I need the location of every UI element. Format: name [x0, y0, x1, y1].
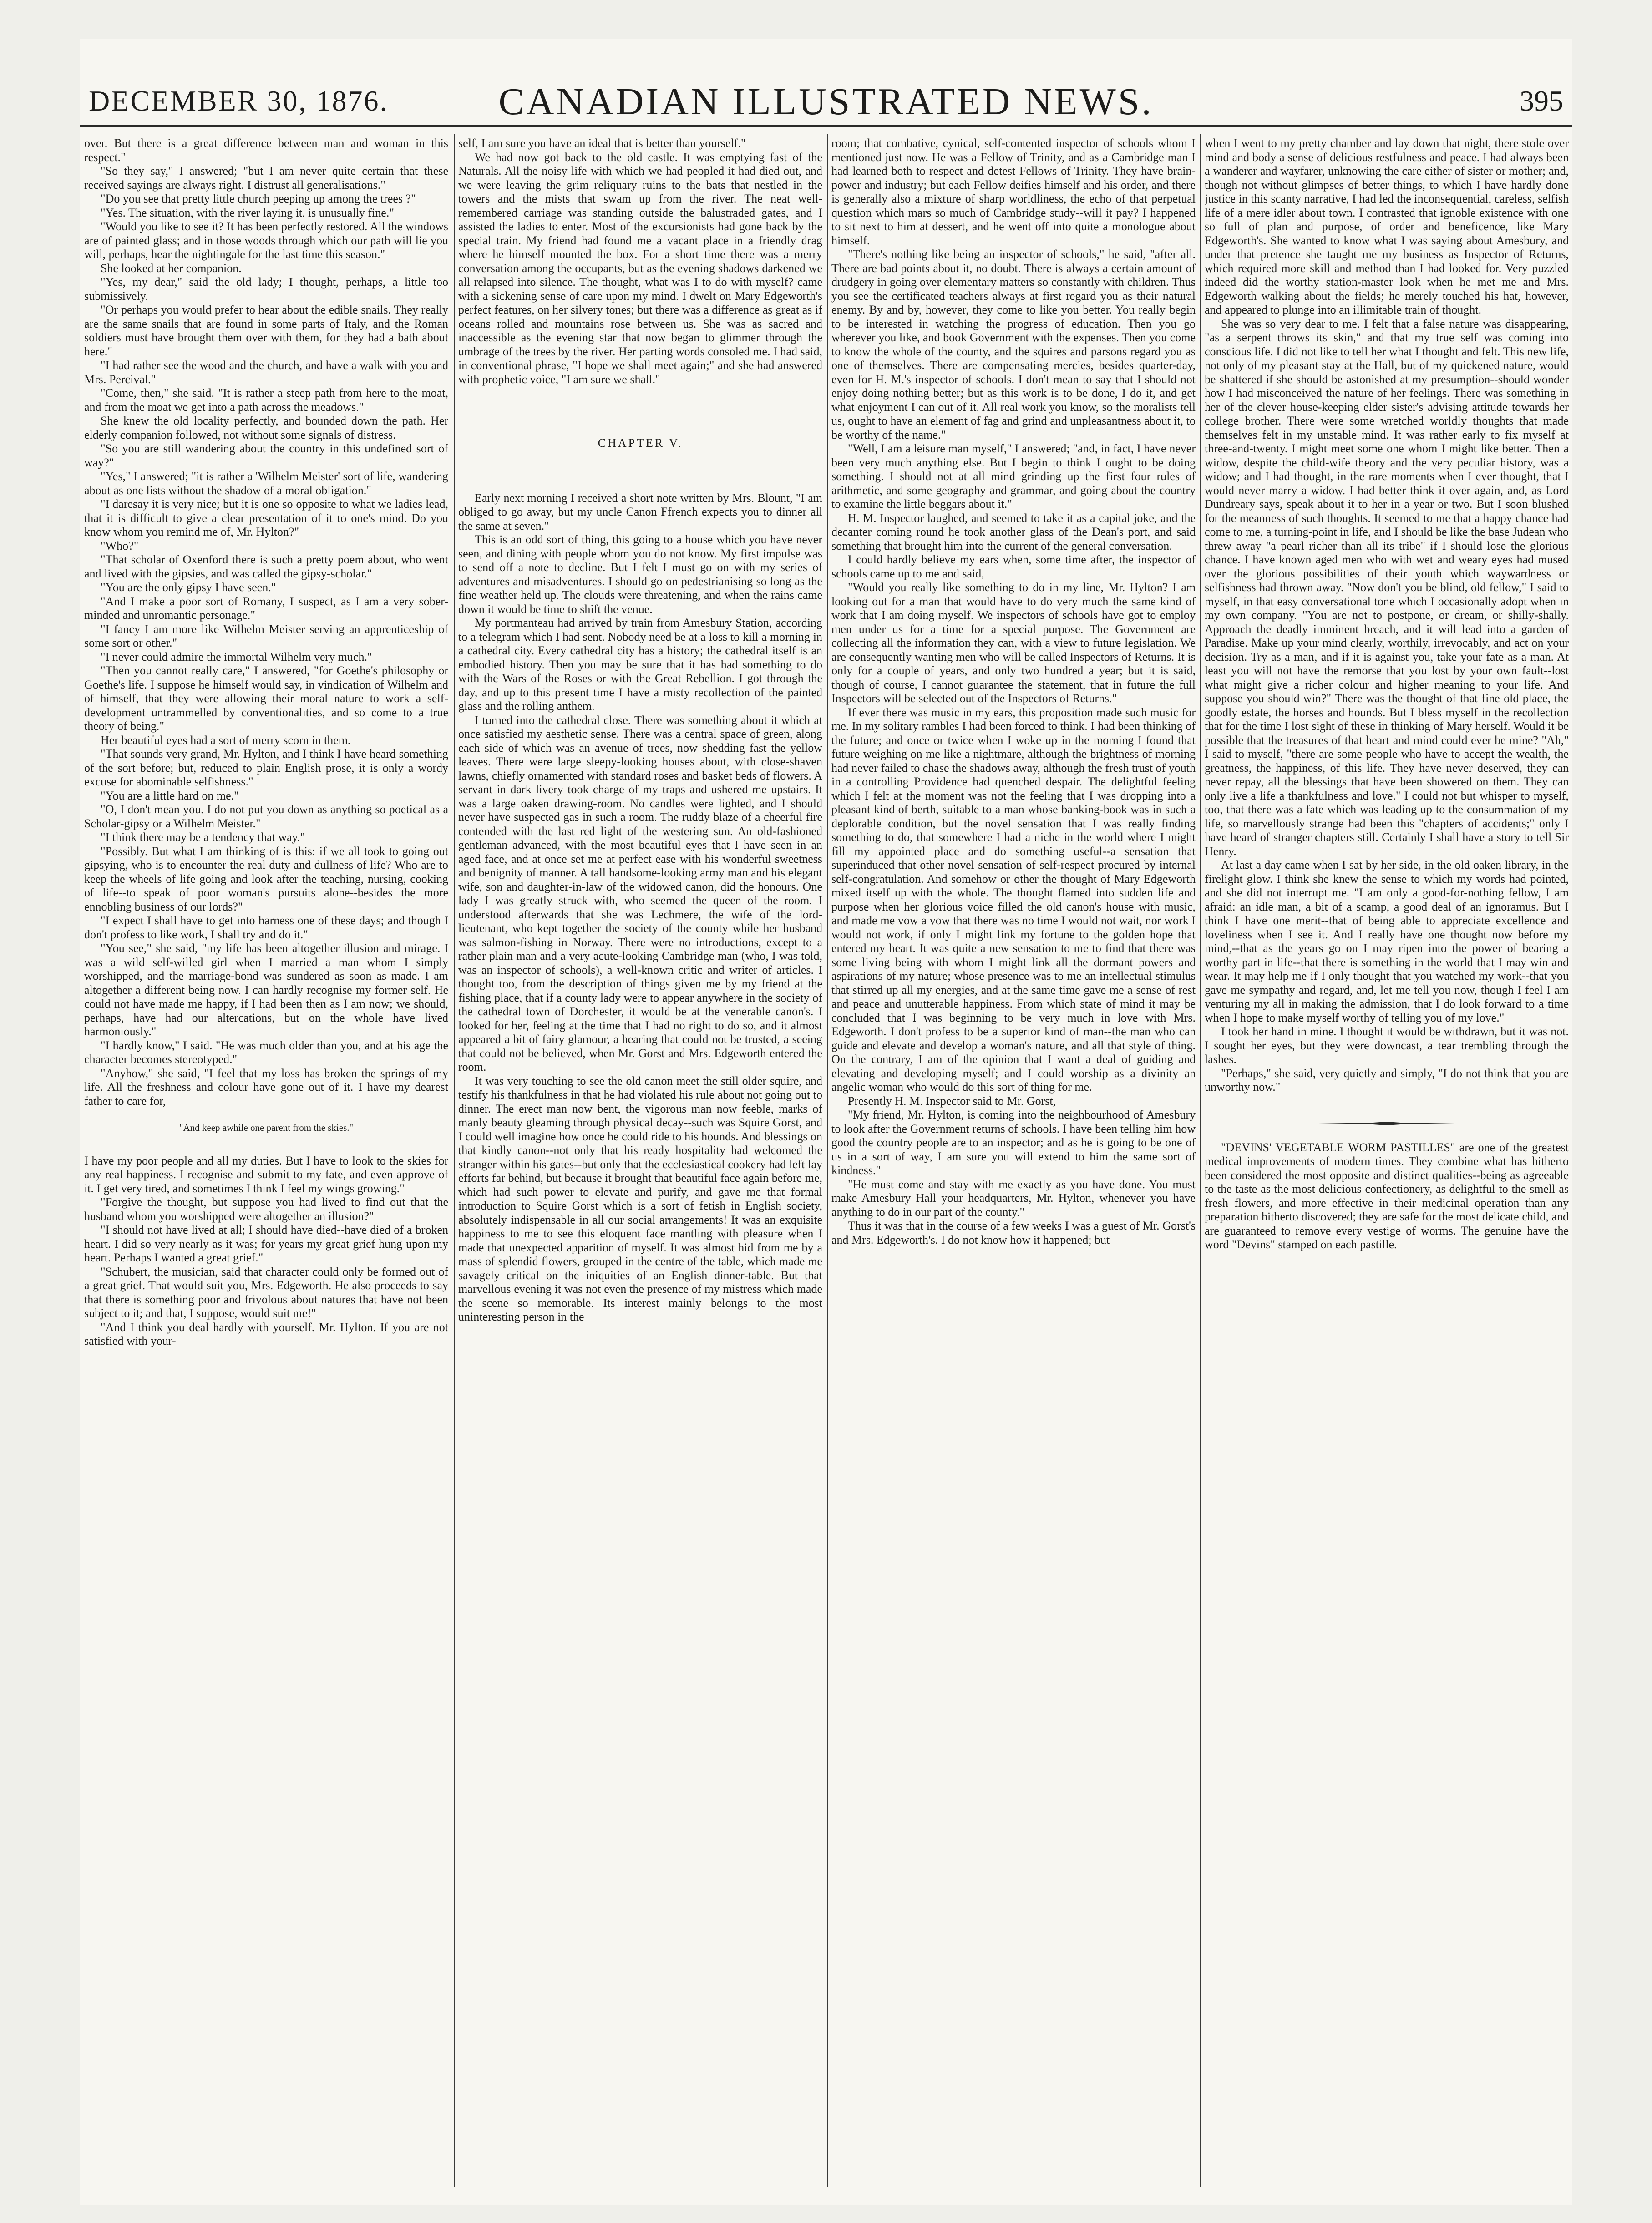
column-rule — [827, 134, 828, 2187]
paragraph: Her beautiful eyes had a sort of merry scorn in them. — [101, 733, 351, 747]
paragraph: It was very touching to see the old canon meet the still older squire, and testify his thankfulness in that he had violated his rule about not going out to dinner. The erect man now bent, the vigorous man now feeble, marks of manly beauty gleaming through physical decay--such was Squire Gorst, and I could well imagine how once he could ride to his hounds. And blessings on that kindly canon--not only that his ready hospitality had welcomed the stranger within his gates--but only that the ecclesiastical cookery had left lay efforts far behind, but because it brought that beautiful face again before me, which had such power to elevate and purify, and gave me that formal introduction to Squire Gorst which is a sort of fetish in English society, absolutely indispensable in all our social arrangements! It was an exquisite happiness to me to see this eloquent face mantling with pleasure when I made that unexpected apparition of myself. It was almost hid from me by a mass of splendid flowers, grouped in the centre of the table, which made me savagely critical on the iniquities of an English dinner-table. But that marvellous evening it was not even the presence of my mistress which made the scene so memorable. Its interest mainly belongs to the most uninteresting person in the — [458, 1074, 822, 1323]
paragraph: H. M. Inspector laughed, and seemed to take it as a capital joke, and the decanter coming round he took another glass of the Dean's port, and said something that brought him into the current of the general conversation. — [831, 511, 1196, 552]
paragraph: room; that combative, cynical, self-contented inspector of schools whom I mentioned just now. He was a Fellow of Trinity, and as a Cambridge man I had learned both to respect and detest Fellows of Trinity. They have brain-power and industry; but each Fellow deifies himself and his order, and there is generally also a mixture of sharp worldliness, the echo of that perpetual question which mars so much of Cambridge study--will it pay? I happened to sit next to him at dessert, and he went off into quite a monologue about himself. — [831, 137, 1196, 247]
newspaper-title: CANADIAN ILLUSTRATED NEWS. — [498, 81, 1154, 123]
chapter-heading: CHAPTER V. — [598, 436, 683, 450]
paragraph: "I had rather see the wood and the church, and have a walk with you and Mrs. Percival." — [84, 359, 448, 386]
paragraph: My portmanteau had arrived by train from Amesbury Station, according to a telegram which I had sent. Nobody need be at a loss to kill a morning in a cathedral city. Every cathedral city has a history; the cathedral itself is an embodied history. Then you may be sure that it has had something to do with the Wars of the Roses or with the Great Rebellion. I got through the day, and up to this present time I have a misty recollection of the painted glass and the rolling anthem. — [458, 616, 822, 713]
paragraph: "Yes, my dear," said the old lady; I thought, perhaps, a little too submissively. — [84, 275, 448, 303]
paragraph: "Schubert, the musician, said that character could only be formed out of a great grief. That would suit you, Mrs. Edgeworth. He also proceeds to say that there is something poor and frivolous about natures that have not been subject to it; and that, I suppose, would suit me!" — [84, 1265, 448, 1320]
paragraph: "O, I don't mean you. I do not put you down as anything so poetical as a Scholar-gipsy or a Wilhelm Meister." — [84, 803, 448, 830]
paragraph: "I never could admire the immortal Wilhelm very much." — [101, 650, 372, 663]
paragraph: when I went to my pretty chamber and lay down that night, there stole over mind and body a sense of delicious restfulness and peace. I had always been a wanderer and wayfarer, unknowing the care either of sister or mother; and, though not without glimpses of better things, to which I have hardly done justice in this scanty narrative, I had led the inconsequential, careless, selfish life of a mere idler about town. I contrasted that ignoble existence with one so full of plan and purpose, of order and beneficence, like Mary Edgeworth's. She wanted to know what I was saying about Amesbury, and under that pretence she taught me my business as Inspector of Returns, which required more skill and method than I had looked for. Very puzzled indeed did the worthy station-master look when he met me and Mrs. Edgeworth walking about the fields; he merely touched his hat, however, and appeared to plunge into an illimitable train of thought. — [1205, 137, 1569, 316]
advertisement: "DEVINS' VEGETABLE WORM PASTILLES" are one of the greatest medical improvements of modern times. They combine what has hitherto been considered the most opposite and distinct qualities--being as agreeable to the taste as the most delicious confectionery, as delightful to the smell as fresh flowers, and more effective in their medicinal operation than any preparation hitherto discovered; they are safe for the most delicate child, and are guaranteed to remove every vestige of worms. The genuine have the word "Devins" stamped on each pastille. — [1205, 1140, 1569, 1251]
column-rule — [1200, 134, 1201, 2187]
paragraph: "Perhaps," she said, very quietly and simply, "I do not think that you are unworthy now." — [1205, 1066, 1569, 1094]
paragraph: "Would you like to see it? It has been perfectly restored. All the windows are of painted glass; and in those woods through which our path will lie you will, perhaps, hear the nightingale for the last time this season." — [84, 220, 448, 261]
paragraph: "I should not have lived at all; I should have died--have died of a broken heart. I did so very nearly as it was; for years my great grief hung upon my heart. Perhaps I wanted a great grief." — [84, 1223, 448, 1264]
paragraph: Presently H. M. Inspector said to Mr. Gorst, — [848, 1094, 1056, 1108]
paragraph: We had now got back to the old castle. It was emptying fast of the Naturals. All the noisy life with which we had peopled it had died out, and we were leaving the grim reliquary ruins to the bats that nestled in the towers and the mists that swam up from the river. The neat well-remembered carriage was standing outside the balustraded gates, and I assisted the ladies to enter. Most of the excursionists had gone back by the special train. My friend had found me a vacant place in a friendly drag where he himself mounted the box. For a short time there was a merry conversation among the occupants, but as the evening shadows darkened we all relapsed into silence. The thought, what was I to do with myself? came with a sickening sense of care upon my mind. I dwelt on Mary Edgeworth's perfect features, on her silvery tones; but there was a difference as great as if oceans rolled and mountains rose between us. She was as sacred and inaccessible as the evening star that now began to glimmer through the umbrage of the trees by the river. Her parting words consoled me. I had said, in conventional phrase, "I hope we shall meet again;" and she had answered with prophetic voice, "I am sure we shall." — [458, 150, 822, 386]
paragraph: "Forgive the thought, but suppose you had lived to find out that the husband whom you worshipped were altogether an illusion?" — [84, 1195, 448, 1223]
paragraph: She looked at her companion. — [101, 261, 242, 275]
paragraph: "Come, then," she said. "It is rather a steep path from here to the moat, and from the moat we get into a path across the meadows." — [84, 386, 448, 414]
text-column-3 — [831, 137, 1196, 2184]
issue-date: DECEMBER 30, 1876. — [89, 85, 389, 117]
paragraph: "You see," she said, "my life has been altogether illusion and mirage. I was a wild self-willed girl when I married a man whom I simply worshipped, and the marriage-bond was sundered as soon as made. I am altogether a different being now. I can hardly recognise my former self. He could not have made me happy, if I had been then as I am now; we should, perhaps, have had our altercations, but on the whole have lived harmoniously." — [84, 942, 448, 1038]
paragraph: self, I am sure you have an ideal that is better than yourself." — [458, 137, 746, 150]
masthead — [80, 66, 1572, 127]
paragraph: If ever there was music in my ears, this proposition made such music for me. In my solitary rambles I had been forced to think. I had been thinking of the future; and once or twice when I woke up in the morning I found that future weighing on me like a nightmare, although the brightness of morning had never failed to chase the shadows away, although the fresh trust of youth in a controlling Providence had quenched despair. The delightful feeling which I felt at the moment was not the feeling that I was dropping into a pleasant kind of berth, suitable to a man whose banking-book was in such a deplorable condition, but the novel sensation that I was really finding something to do, that somewhere I had a niche in the world where I might fill my appointed place and do something useful--a sensation that superinduced that other novel sensation of self-respect procured by internal self-congratulation. And somehow or other the thought of Mary Edgeworth mixed itself up with the whole. The thought flamed into sudden life and purpose when her glorious voice filled the old canon's house with music, and made me vow a vow that there was no time I would not wait, nor work I would not work, if only I might link my fortune to the golden hope that entered my heart. It was quite a new sensation to me to find that there was some living being with whom I might link all the dormant powers and aspirations of my nature; whose presence was to me an intellectual stimulus that stirred up all my energies, and at the same time gave me a sense of rest and peace and unutterable happiness. From which state of mind it may be concluded that I was beginning to be very much in love with Mrs. Edgeworth. I don't profess to be a superior kind of man--the man who can guide and elevate and develop a woman's nature, and all that style of thing. On the contrary, I am of the opinion that I want a deal of guiding and elevating and developing myself; and I could worship as a divinity an angelic woman who would do this sort of thing for me. — [831, 705, 1196, 1094]
poetry-quote: "And keep awhile one parent from the skies." — [179, 1122, 354, 1133]
paragraph: "And I make a poor sort of Romany, I suspect, as I am a very sober-minded and unromantic personage." — [84, 594, 448, 622]
paragraph: "There's nothing like being an inspector of schools," he said, "after all. There are bad points about it, no doubt. There is always a certain amount of drudgery in going over elementary matters so constantly with children. Thus you see the certificated teachers always at first regard you as their natural enemy. By and by, however, they come to like you better. You really begin to be interested in watching the progress of education. Then you go wherever you like, and book Government with the expenses. Then you come to know the whole of the county, and the squires and parsons regard you as one of themselves. There are compensating mercies, besides quarter-day, even for H. M.'s inspector of schools. I don't mean to say that I should not enjoy doing nothing better; but as this work is to be done, I do it, and get what enjoyment I can out of it. All real work you know, so the moralists tell us, ought to have an element of fag and grind and unpleasantness about it, to be worthy of the name." — [831, 248, 1196, 441]
newspaper-page — [80, 39, 1572, 2205]
paragraph: "Anyhow," she said, "I feel that my loss has broken the springs of my life. All the freshness and colour have gone out of it. I have my dearest father to care for, — [84, 1066, 448, 1108]
paragraph: She knew the old locality perfectly, and bounded down the path. Her elderly companion followed, not without some signals of distress. — [84, 414, 448, 441]
paragraph: "I hardly know," I said. "He was much older than you, and at his age the character becomes stereotyped." — [84, 1038, 448, 1066]
paragraph: I have my poor people and all my duties. But I have to look to the skies for any real happiness. I recognise and submit to my fate, and even approve of it. I get very tired, and sometimes I think I feel my wings growing." — [84, 1154, 448, 1195]
paragraph: "I expect I shall have to get into harness one of these days; and though I don't profess to like work, I shall try and do it." — [84, 914, 448, 941]
paragraph: "So you are still wandering about the country in this undefined sort of way?" — [84, 442, 448, 469]
paragraph: "Well, I am a leisure man myself," I answered; "and, in fact, I have never been very much anything else. But I begin to think I ought to be doing something. I should not at all mind grinding up the first four rules of arithmetic, and some geography and grammar, and going about the country to examine the little beggars about it." — [831, 442, 1196, 511]
paragraph: "Yes," I answered; "it is rather a 'Wilhelm Meister' sort of life, wandering about as one lists without the shadow of a moral obligation." — [84, 470, 448, 497]
paragraph: I turned into the cathedral close. There was something about it which at once satisfied my aesthetic sense. There was a central space of green, along each side of which was an avenue of trees, now shedding fast the yellow leaves. There were large sleepy-looking houses about, with close-shaven lawns, chiefly ornamented with standard roses and basket beds of flowers. A servant in dark livery took charge of my traps and ushered me upstairs. It was a large oaken drawing-room. No candles were lighted, and I should never have suspected gas in such a room. The ruddy blaze of a cheerful fire contended with the last red light of the westering sun. An old-fashioned gentleman advanced, with the most beautiful eyes that I have seen in an aged face, and at once set me at perfect ease with his wonderful sweetness and benignity of manner. A tall handsome-looking army man and his elegant wife, son and daughter-in-law of the widowed canon, did the honours. One lady I was greatly struck with, who seemed the queen of the room. I understood afterwards that she was Lechmere, the wife of the lord-lieutenant, who kept together the society of the county while her husband was salmon-fishing in Norway. There were no introductions, except to a rather plain man and a very acute-looking Cambridge man (who, I was told, was an inspector of schools), a well-known critic and writer of articles. I thought too, from the description of things given me by my friend at the fishing place, that if a county lady were to appear anywhere in the society of the cathedral town of Dorchester, it would be at the venerable canon's. I looked for her, feeling at the time that I had no right to do so, and it almost appeared a bit of fairy glamour, a hearing that could not be trusted, a seeing that could not be believed, when Mr. Gorst and Mrs. Edgeworth entered the room. — [458, 713, 822, 1074]
paragraph: "Then you cannot really care," I answered, "for Goethe's philosophy or Goethe's life. I suppose he himself would say, in vindication of Wilhelm and of himself, that they were allowing their moral nature to work a self-development untrammelled by conventionalities, and so come to a true theory of being." — [84, 664, 448, 733]
paragraph: "That sounds very grand, Mr. Hylton, and I think I have heard something of the sort before; but, reduced to plain English prose, it is only a wordy excuse for abominable selfishness." — [84, 747, 448, 788]
paragraph: "I think there may be a tendency that way." — [101, 830, 305, 844]
paragraph: "Or perhaps you would prefer to hear about the edible snails. They really are the same snails that are found in some parts of Italy, and the Roman soldiers must have brought them over with them, for they had a bath about here." — [84, 303, 448, 358]
paragraph: I took her hand in mine. I thought it would be withdrawn, but it was not. I sought her eyes, but they were downcast, a tear trembling through the lashes. — [1205, 1025, 1569, 1066]
paragraph: I could hardly believe my ears when, some time after, the inspector of schools came up to me and said, — [831, 553, 1196, 580]
paragraph: "He must come and stay with me exactly as you have done. You must make Amesbury Hall your headquarters, Mr. Hylton, whenever you have anything to do in our part of the county." — [831, 1177, 1196, 1219]
paragraph: over. But there is a great difference between man and woman in this respect." — [84, 137, 448, 164]
ornamental-divider — [1318, 1122, 1455, 1125]
text-column-2 — [458, 137, 822, 2184]
paragraph: "You are a little hard on me." — [101, 789, 239, 802]
text-column-1 — [84, 137, 448, 2184]
page-number: 395 — [1520, 85, 1563, 117]
paragraph: "Do you see that pretty little church peeping up among the trees ?" — [101, 192, 416, 205]
paragraph: "I fancy I am more like Wilhelm Meister serving an apprenticeship of some sort or other." — [84, 622, 448, 649]
paragraph: This is an odd sort of thing, this going to a house which you have never seen, and dining with people whom you do not know. My first impulse was to send off a note to decline. But I felt I must go on with my series of adventures and misadventures. I should go on pedestrianising so long as the fine weather held up. The clouds were threatening, and when the rains came down it would be time to shift the venue. — [458, 533, 822, 616]
text-column-4 — [1205, 137, 1569, 2184]
paragraph: "Possibly. But what I am thinking of is this: if we all took to going out gipsying, who is to encounter the real duty and dullness of life? Who are to keep the wheels of life going and look after the teaching, nursing, cooking of life--to speak of poor woman's pursuits alone--besides the more ennobling business of our lords?" — [84, 844, 448, 913]
paragraph: "Who?" — [101, 539, 139, 552]
paragraph: "Would you really like something to do in my line, Mr. Hylton? I am looking out for a man that would have to do very much the same kind of work that I am doing myself. We inspectors of schools have got to employ men under us for a time for a special purpose. The Government are collecting all the information they can, with a view to future legislation. We are consequently wanting men who will be called Inspectors of Returns. It is only for a couple of years, and only two hundred a year; but it is said, though of course, I cannot guarantee the statement, that in future the full Inspectors will be selected out of the Inspectors of Returns." — [831, 581, 1196, 705]
paragraph: "You are the only gipsy I have seen." — [101, 581, 276, 594]
paragraph: "So they say," I answered; "but I am never quite certain that these received sayings are always right. I distrust all generalisations." — [84, 164, 448, 192]
paragraph: At last a day came when I sat by her side, in the old oaken library, in the firelight glow. I think she knew the sense to which my words had pointed, and she did not interrupt me. "I am only a good-for-nothing fellow, I am afraid: an idle man, a bit of a scamp, a good deal of an ignoramus. But I think I have one merit--that of being able to appreciate excellence and loveliness when I see it. And I really have one thought now before my mind,--that as the years go on I may ripen into the power of bearing a worthy part in life--that there is something in the world that I may win and wear. It may help me if I only thought that you watched my work--that you gave me sympathy and regard, and, let me tell you now, though I feel I am venturing my all in making the admission, that I do look forward to a time when I hope to make myself worthy of telling you of my love." — [1205, 858, 1569, 1024]
paragraph: She was so very dear to me. I felt that a false nature was disappearing, "as a serpent throws its skin," and that my true self was coming into conscious life. I did not like to tell her what I thought and felt. This new life, not only of my pleasant stay at the Hall, but of my quickened nature, would be shattered if she should be astonished at my presumption--should wonder how I had misconceived the nature of her feelings. There was something in her of the clever house-keeping elder sister's advising attitude towards her college brother. There were some wretched worldly thoughts that made themselves felt in my unstable mind. It was rather early to fix myself at three-and-twenty. I might meet some one whom I might like better. Then a widow, despite the child-wife theory and the very peculiar history, was a widow; and I had thought, in the rare moments when I ever thought, that I would never marry a widow. I had better think it over again, and, as Lord Dundreary says, speak about it to her in a year or two. But I soon blushed for the meanness of such thoughts. It seemed to me that a happy chance had come to me, a turning-point in life, and I should be like the base Judean who threw away "a pearl richer than all its tribe" if I should lose the glorious chance. I have known aged men who with wet and weary eyes had mused over the glorious possibilities of their youth which waywardness or selfishness had thrown away. "Now don't you be blind, old fellow," I said to myself, in that easy conversational tone which I occasionally adopt when in my own company. "You are not to postpone, or dream, or shilly-shally. Approach the deadly imminent breach, and it will lead into a garden of Paradise. Make up your mind clearly, worthily, irrevocably, and act on your decision. Try as a man, and if it is against you, take your fate as a man. At least you will not have the remorse that you lost by your own fault--lost what might give a richer colour and higher meaning to your life. And suppose you should win?" There was the thought of that fine old place, the goodly estate, the horses and hounds. But I bless myself in the recollection that for the time I lost sight of these in thinking of Mary herself. Would it be possible that the treasures of that heart and mind could ever be mine? "Ah," I said to myself, "there are some people who have to accept the wealth, the greatness, the happiness, of this life. They have never deserved, they can never repay, all the blessings that have been showered on them. They can only live a life a thankfulness and love." I could not but whisper to myself, too, that there was a fate which was leading up to the consummation of my life, so marvellously strange had been this "chapters of accidents;" only I have heard of stranger chapters still. Certainly I shall have a story to tell Sir Henry. — [1205, 317, 1569, 858]
paragraph: "My friend, Mr. Hylton, is coming into the neighbourhood of Amesbury to look after the Government returns of schools. I have been telling him how good the country people are to an inspector; and as he is going to be one of us in a sort of way, I am sure you will extend to him the same sort of kindness." — [831, 1108, 1196, 1177]
paragraph: "Yes. The situation, with the river laying it, is unusually fine." — [101, 206, 394, 219]
paragraph: Thus it was that in the course of a few weeks I was a guest of Mr. Gorst's and Mrs. Edgeworth's. I do not know how it happened; but — [831, 1219, 1196, 1246]
paragraph: "That scholar of Oxenford there is such a pretty poem about, who went and lived with the gipsies, and was called the gipsy-scholar." — [84, 553, 448, 580]
column-rule — [454, 134, 455, 2187]
paragraph: "I daresay it is very nice; but it is one so opposite to what we ladies lead, that it is difficult to give a clear presentation of it to one's mind. Do you know whom you remind me of, Mr. Hylton?" — [84, 497, 448, 538]
paragraph: Early next morning I received a short note written by Mrs. Blount, "I am obliged to go away, but my uncle Canon Ffrench expects you to dinner all the same at seven." — [458, 491, 822, 532]
paragraph: "And I think you deal hardly with yourself. Mr. Hylton. If you are not satisfied with your- — [84, 1320, 448, 1347]
